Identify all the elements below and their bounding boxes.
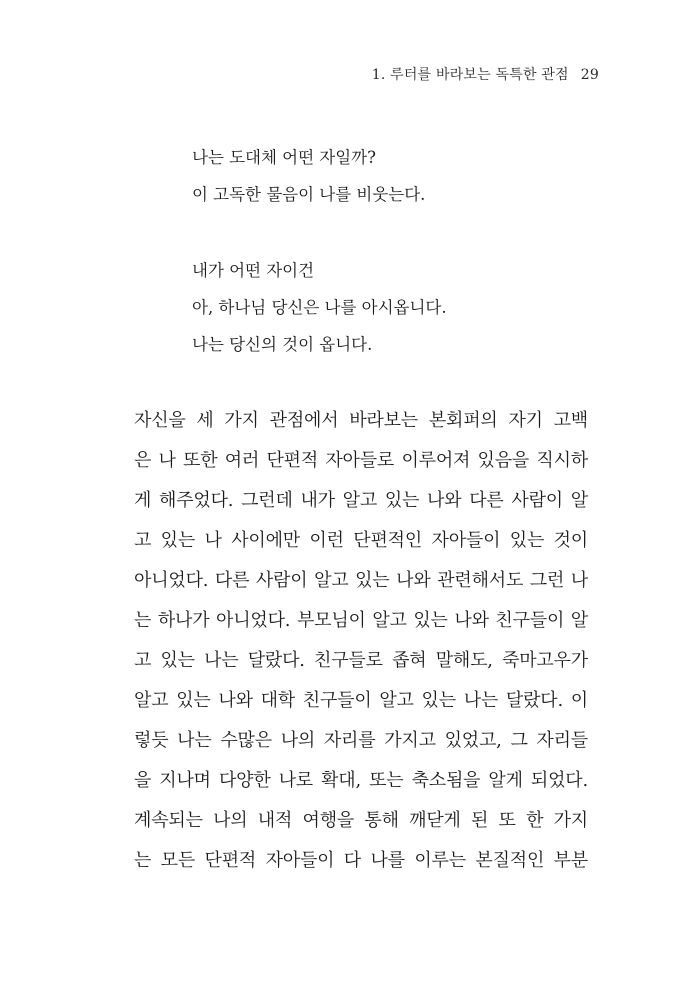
text-line: 자신을 세 가지 관점에서 바라보는 본회퍼의 자기 고백 [134,410,588,431]
body-text [134,401,588,881]
poem-line: 나는 도대체 어떤 자일까? [192,148,376,167]
text-line: 는 모든 단편적 자아들이 다 나를 이루는 본질적인 부분 [134,850,588,871]
text-line: 을 지나며 다양한 나로 확대, 또는 축소됨을 알게 되었다. [134,770,588,791]
text-line: 은 나 또한 여러 단편적 자아들로 이루어져 있음을 직시하 [134,450,588,471]
text-line: 게 해주었다. 그런데 내가 알고 있는 나와 다른 사람이 알 [134,490,588,511]
poem-line: 나는 당신의 것이 옵니다. [192,335,373,354]
text-line: 계속되는 나의 내적 여행을 통해 깨닫게 된 또 한 가지 [134,810,588,831]
poem-block [192,139,612,363]
stanza-break [192,213,612,252]
text-line: 알고 있는 나와 대학 친구들이 알고 있는 나는 달랐다. 이 [134,690,588,711]
text-line: 렇듯 나는 수많은 나의 자리를 가지고 있었고, 그 자리들 [134,730,588,751]
running-header [372,64,599,84]
poem-line: 아, 하나님 당신은 나를 아시옵니다. [192,298,447,317]
chapter-title: 1. 루터를 바라보는 독특한 관점 [371,67,569,83]
text-line: 고 있는 나 사이에만 이런 단편적인 자아들이 있는 것이 [134,530,588,551]
page-number: 29 [580,67,599,83]
text-line: 는 하나가 아니었다. 부모님이 알고 있는 나와 친구들이 알 [134,610,588,631]
text-line: 고 있는 나는 달랐다. 친구들로 좁혀 말해도, 죽마고우가 [134,650,588,671]
poem-line: 내가 어떤 자이건 [192,261,315,280]
poem-line: 이 고독한 물음이 나를 비웃는다. [192,185,426,204]
text-line: 아니었다. 다른 사람이 알고 있는 나와 관련해서도 그런 나 [134,570,588,591]
